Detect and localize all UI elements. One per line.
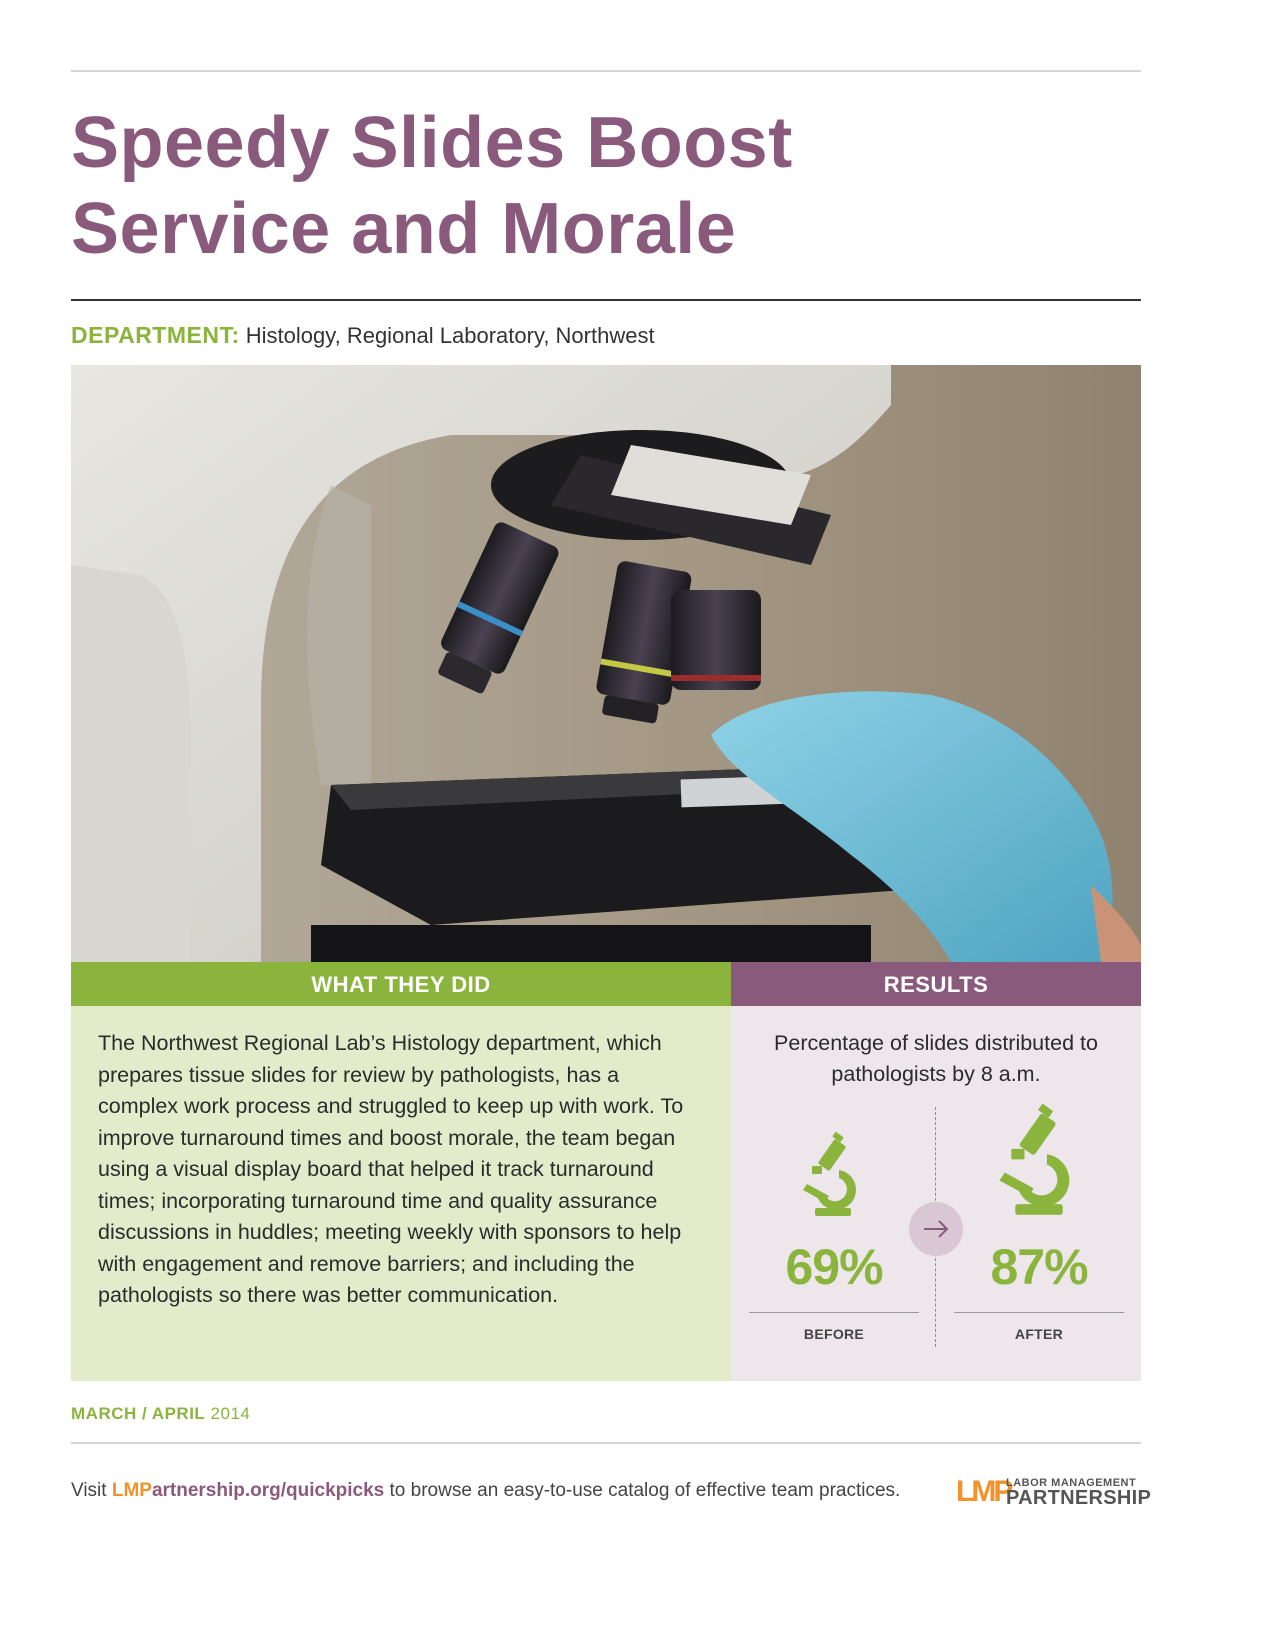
microscope-icon (803, 1132, 863, 1220)
page-title (71, 100, 1141, 272)
what-they-did-body: The Northwest Regional Lab’s Histology department, which prepares tissue slides for review by pathologists, has a complex work process and struggled to keep up with work. To improve turnaround times and boost morale, the team began using a visual display board that helped it track turnaround times; incorporating turnaround time and quality assurance discussions in huddles; meeting weekly with sponsors to help with engagement and remove barriers; and including the pathologists so there was better communication. (98, 1031, 684, 1307)
footer-text (71, 1480, 900, 1502)
logo-line-1: LABOR MANAGEMENT (1006, 1477, 1137, 1489)
quickpicks-link-lmp: LMP (111, 1480, 152, 1501)
department-line (71, 322, 655, 349)
issue-year: 2014 (210, 1404, 251, 1423)
microscope-icon (999, 1104, 1079, 1220)
footer-prefix: Visit (71, 1480, 112, 1501)
footer-rule (71, 1442, 1141, 1444)
before-label: BEFORE (803, 1326, 865, 1342)
department-label: DEPARTMENT: (71, 322, 240, 348)
title-rule (71, 299, 1141, 301)
before-percentage: 69% (785, 1239, 883, 1295)
after-rule (954, 1312, 1124, 1313)
quickpicks-link[interactable] (112, 1480, 384, 1501)
top-rule (71, 70, 1141, 72)
before-rule (749, 1312, 919, 1313)
quickpicks-link-rest: artnership.org/quickpicks (151, 1480, 385, 1501)
title-line-1: Speedy Slides Boost (71, 103, 793, 183)
title-line-2: Service and Morale (71, 189, 737, 269)
results-panel (731, 962, 1141, 1381)
what-they-did-panel (71, 962, 731, 1381)
issue-date (71, 1404, 250, 1424)
logo-mark: LMP (956, 1475, 1011, 1508)
after-percentage: 87% (990, 1239, 1088, 1295)
results-caption: Percentage of slides distributed to pathologists by 8 a.m. (774, 1031, 1098, 1086)
results-heading: RESULTS (731, 962, 1141, 1006)
microscope-photo (71, 365, 1141, 962)
footer-suffix: to browse an easy-to-use catalog of effective team practices. (384, 1480, 901, 1501)
what-they-did-heading: WHAT THEY DID (71, 962, 731, 1006)
logo-line-2: PARTNERSHIP (1006, 1487, 1152, 1509)
issue-months: MARCH / APRIL (71, 1404, 206, 1423)
department-value: Histology, Regional Laboratory, Northwest (245, 323, 655, 348)
lmp-logo (956, 1475, 1152, 1509)
after-label: AFTER (1014, 1326, 1064, 1342)
